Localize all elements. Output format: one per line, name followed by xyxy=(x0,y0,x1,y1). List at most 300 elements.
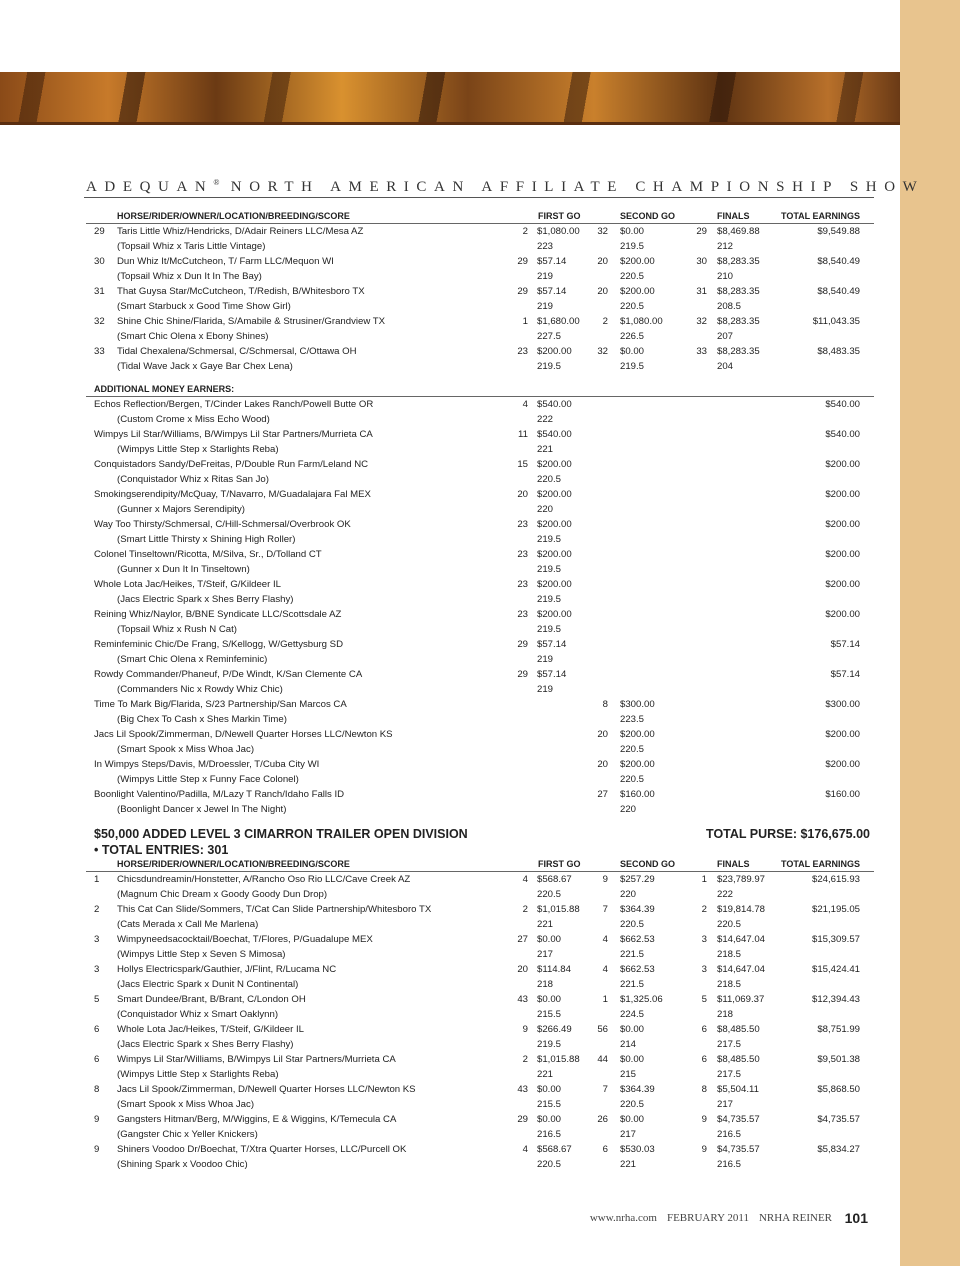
entry-row xyxy=(0,1112,900,1127)
second-go-earnings: $364.39 xyxy=(620,904,655,915)
entry-row xyxy=(0,992,900,1007)
entry-breeding-row xyxy=(0,947,900,962)
entry-name: Wimpys Lil Star/Williams, B/Wimpys Lil Star Partners/Murrieta CA xyxy=(94,429,373,440)
first-go-score: 220.5 xyxy=(537,1159,562,1170)
second-go-score: 223.5 xyxy=(620,714,645,725)
finals-earnings: $19,814.78 xyxy=(717,904,766,915)
entry-place: 2 xyxy=(94,904,100,915)
entry-breeding: (Shining Spark x Voodoo Chic) xyxy=(117,1159,248,1170)
first-go-score: 219.5 xyxy=(537,624,562,635)
entry-row xyxy=(0,932,900,947)
footer-magazine: NRHA REINER xyxy=(758,1212,832,1224)
first-go-earnings: $1,015.88 xyxy=(537,904,580,915)
second-go-earnings: $200.00 xyxy=(620,256,655,267)
entry-row xyxy=(0,284,900,299)
first-go-score: 216.5 xyxy=(537,1129,562,1140)
first-go-place: 29 xyxy=(517,286,528,297)
entry-place: 9 xyxy=(94,1114,100,1125)
entry-breeding-row xyxy=(0,472,900,487)
entry-row xyxy=(0,787,900,802)
entry-row xyxy=(0,607,900,622)
entry-breeding: (Topsail Whiz x Dun It In The Bay) xyxy=(117,271,262,282)
second-go-earnings: $0.00 xyxy=(620,346,645,357)
entry-name: Way Too Thirsty/Schmersal, C/Hill-Schmersal/Overbrook OK xyxy=(94,519,351,530)
entry-name: That Guysa Star/McCutcheon, T/Redish, B/Whitesboro TX xyxy=(117,286,365,297)
finals-earnings: $4,735.57 xyxy=(717,1144,760,1155)
second-go-place: 8 xyxy=(602,699,608,710)
total-earnings: $200.00 xyxy=(825,459,860,470)
entry-breeding-row xyxy=(0,1007,900,1022)
entry-breeding-row xyxy=(0,239,900,254)
entry-place: 31 xyxy=(94,286,105,297)
finals-score: 222 xyxy=(717,889,734,900)
first-go-place: 2 xyxy=(522,904,528,915)
col-finals: FINALS xyxy=(717,859,750,869)
first-go-earnings: $266.49 xyxy=(537,1024,572,1035)
first-go-place: 29 xyxy=(517,1114,528,1125)
finals-score: 204 xyxy=(717,361,734,372)
entry-breeding: (Wimpys Little Step x Funny Face Colonel) xyxy=(117,774,299,785)
entry-breeding-row xyxy=(0,329,900,344)
second-go-place: 20 xyxy=(597,256,608,267)
first-go-score: 227.5 xyxy=(537,331,562,342)
entry-name: Tidal Chexalena/Schmersal, C/Schmersal, C/Ottawa OH xyxy=(117,346,357,357)
first-go-place: 29 xyxy=(517,256,528,267)
entry-row xyxy=(0,902,900,917)
entry-name: Jacs Lil Spook/Zimmerman, D/Newell Quarter Horses LLC/Newton KS xyxy=(94,729,393,740)
second-go-place: 20 xyxy=(597,729,608,740)
total-earnings: $8,751.99 xyxy=(817,1024,860,1035)
entry-breeding-row xyxy=(0,359,900,374)
finals-earnings: $8,485.50 xyxy=(717,1024,760,1035)
first-go-earnings: $200.00 xyxy=(537,519,572,530)
finals-place: 6 xyxy=(701,1054,707,1065)
first-go-earnings: $1,080.00 xyxy=(537,226,580,237)
total-earnings: $57.14 xyxy=(830,639,860,650)
second-go-place: 20 xyxy=(597,759,608,770)
entry-row xyxy=(0,667,900,682)
second-go-place: 44 xyxy=(597,1054,608,1065)
entry-name: Rowdy Commander/Phaneuf, P/De Windt, K/San Clemente CA xyxy=(94,669,363,680)
second-go-place: 9 xyxy=(602,874,608,885)
first-go-earnings: $200.00 xyxy=(537,489,572,500)
first-go-score: 219 xyxy=(537,271,554,282)
entry-row xyxy=(0,427,900,442)
first-go-place: 4 xyxy=(522,399,528,410)
show-title: ADEQUAN® NORTH AMERICAN AFFILIATE CHAMPIONSHIP SHOW xyxy=(86,178,925,195)
total-earnings: $200.00 xyxy=(825,609,860,620)
title-rule xyxy=(84,197,874,198)
entry-breeding-row xyxy=(0,977,900,992)
entry-breeding-row xyxy=(0,269,900,284)
first-go-score: 220 xyxy=(537,504,554,515)
finals-earnings: $11,069.37 xyxy=(717,994,765,1005)
second-go-earnings: $1,080.00 xyxy=(620,316,663,327)
finals-earnings: $8,283.35 xyxy=(717,316,760,327)
entry-breeding: (Wimpys Little Step x Starlights Reba) xyxy=(117,1069,279,1080)
finals-place: 30 xyxy=(696,256,707,267)
table-header xyxy=(0,857,900,872)
second-go-earnings: $300.00 xyxy=(620,699,655,710)
first-go-place: 2 xyxy=(522,1054,528,1065)
first-go-earnings: $1,015.88 xyxy=(537,1054,580,1065)
finals-earnings: $8,469.88 xyxy=(717,226,760,237)
entry-name: Colonel Tinseltown/Ricotta, M/Silva, Sr., D/Tolland CT xyxy=(94,549,322,560)
total-earnings: $4,735.57 xyxy=(817,1114,860,1125)
first-go-score: 218 xyxy=(537,979,554,990)
entry-row xyxy=(0,697,900,712)
additional-table xyxy=(0,397,900,817)
finals-score: 217.5 xyxy=(717,1039,742,1050)
first-go-score: 217 xyxy=(537,949,554,960)
first-go-earnings: $57.14 xyxy=(537,256,567,267)
first-go-place: 29 xyxy=(517,639,528,650)
first-go-earnings: $57.14 xyxy=(537,669,567,680)
entry-breeding-row xyxy=(0,887,900,902)
entry-place: 9 xyxy=(94,1144,100,1155)
entry-breeding-row xyxy=(0,682,900,697)
entry-name: Reminfeminic Chic/De Frang, S/Kellogg, W/Gettysburg SD xyxy=(94,639,343,650)
finals-earnings: $8,283.35 xyxy=(717,346,760,357)
first-go-score: 223 xyxy=(537,241,554,252)
first-go-earnings: $200.00 xyxy=(537,346,572,357)
entry-name: Reining Whiz/Naylor, B/BNE Syndicate LLC/Scottsdale AZ xyxy=(94,609,342,620)
first-go-earnings: $568.67 xyxy=(537,1144,572,1155)
entry-name: Whole Lota Jac/Heikes, T/Steif, G/Kildeer IL xyxy=(94,579,281,590)
total-earnings: $15,424.41 xyxy=(811,964,860,975)
col-finals: FINALS xyxy=(717,211,750,221)
entry-breeding-row xyxy=(0,802,900,817)
col-total: TOTAL EARNINGS xyxy=(780,211,860,221)
entry-row xyxy=(0,872,900,887)
total-earnings: $21,195.05 xyxy=(811,904,860,915)
results-table xyxy=(0,209,900,374)
entry-breeding: (Tidal Wave Jack x Gaye Bar Chex Lena) xyxy=(117,361,293,372)
finals-place: 2 xyxy=(701,904,707,915)
total-earnings: $8,540.49 xyxy=(817,286,860,297)
entry-breeding-row xyxy=(0,917,900,932)
second-go-score: 220.5 xyxy=(620,744,645,755)
second-go-place: 2 xyxy=(602,316,608,327)
entry-place: 32 xyxy=(94,316,105,327)
footer-date: FEBRUARY 2011 xyxy=(666,1212,749,1224)
first-go-place: 23 xyxy=(517,609,528,620)
header-banner-image xyxy=(0,72,900,122)
first-go-earnings: $200.00 xyxy=(537,459,572,470)
entry-row xyxy=(0,314,900,329)
first-go-place: 2 xyxy=(522,226,528,237)
col-total: TOTAL EARNINGS xyxy=(780,859,860,869)
second-go-earnings: $160.00 xyxy=(620,789,655,800)
entry-place: 8 xyxy=(94,1084,100,1095)
first-go-place: 27 xyxy=(517,934,528,945)
first-go-earnings: $0.00 xyxy=(537,1084,562,1095)
second-go-earnings: $200.00 xyxy=(620,759,655,770)
second-go-score: 219.5 xyxy=(620,361,645,372)
entry-breeding: (Smart Spook x Miss Whoa Jac) xyxy=(117,744,255,755)
finals-score: 216.5 xyxy=(717,1129,742,1140)
first-go-place: 43 xyxy=(517,1084,528,1095)
entry-breeding-row xyxy=(0,622,900,637)
finals-earnings: $14,647.04 xyxy=(717,934,766,945)
division-title: $50,000 ADDED LEVEL 3 CIMARRON TRAILER OPEN DIVISION xyxy=(94,827,468,841)
second-go-earnings: $200.00 xyxy=(620,729,655,740)
second-go-score: 226.5 xyxy=(620,331,645,342)
first-go-score: 221 xyxy=(537,444,554,455)
col-horse: HORSE/RIDER/OWNER/LOCATION/BREEDING/SCORE xyxy=(117,211,350,221)
second-go-place: 32 xyxy=(597,346,608,357)
finals-score: 218 xyxy=(717,1009,734,1020)
entry-breeding: (Big Chex To Cash x Shes Markin Time) xyxy=(117,714,287,725)
finals-place: 5 xyxy=(701,994,707,1005)
total-earnings: $540.00 xyxy=(825,429,860,440)
finals-place: 6 xyxy=(701,1024,707,1035)
entry-breeding-row xyxy=(0,562,900,577)
entry-place: 3 xyxy=(94,934,100,945)
entry-breeding: (Gunner x Majors Serendipity) xyxy=(117,504,245,515)
entry-breeding-row xyxy=(0,442,900,457)
table-rule xyxy=(86,223,874,224)
entry-row xyxy=(0,1052,900,1067)
total-earnings: $24,615.93 xyxy=(811,874,860,885)
first-go-score: 222 xyxy=(537,414,554,425)
first-go-place: 23 xyxy=(517,519,528,530)
second-go-earnings: $662.53 xyxy=(620,934,655,945)
entry-breeding: (Topsail Whiz x Taris Little Vintage) xyxy=(117,241,266,252)
finals-place: 9 xyxy=(701,1144,707,1155)
total-earnings: $200.00 xyxy=(825,579,860,590)
footer xyxy=(580,1212,832,1224)
first-go-score: 220.5 xyxy=(537,474,562,485)
first-go-earnings: $568.67 xyxy=(537,874,572,885)
entry-breeding: (Smart Chic Olena x Ebony Shines) xyxy=(117,331,269,342)
finals-score: 220.5 xyxy=(717,919,742,930)
second-go-score: 220.5 xyxy=(620,919,645,930)
col-second-go: SECOND GO xyxy=(620,859,676,869)
entry-place: 30 xyxy=(94,256,105,267)
open-table-rule xyxy=(86,871,874,872)
first-go-earnings: $57.14 xyxy=(537,286,567,297)
entry-breeding: (Jacs Electric Spark x Dunit N Continental) xyxy=(117,979,299,990)
total-earnings: $200.00 xyxy=(825,489,860,500)
entry-place: 6 xyxy=(94,1054,100,1065)
second-go-place: 56 xyxy=(597,1024,608,1035)
entry-name: Smokingserendipity/McQuay, T/Navarro, M/Guadalajara Fal MEX xyxy=(94,489,371,500)
first-go-place: 9 xyxy=(522,1024,528,1035)
entry-place: 5 xyxy=(94,994,100,1005)
entry-name: Gangsters Hitman/Berg, M/Wiggins, E & Wiggins, K/Temecula CA xyxy=(117,1114,397,1125)
entry-breeding-row xyxy=(0,1067,900,1082)
entry-name: Hollys Electricspark/Gauthier, J/Flint, R/Lucama NC xyxy=(117,964,337,975)
entry-breeding: (Gangster Chic x Yeller Knickers) xyxy=(117,1129,258,1140)
entry-row xyxy=(0,547,900,562)
second-go-place: 4 xyxy=(602,934,608,945)
entry-breeding: (Boonlight Dancer x Jewel In The Night) xyxy=(117,804,287,815)
total-earnings: $5,834.27 xyxy=(817,1144,860,1155)
finals-place: 32 xyxy=(696,316,707,327)
entry-breeding-row xyxy=(0,1097,900,1112)
second-go-score: 219.5 xyxy=(620,241,645,252)
entry-breeding-row xyxy=(0,1157,900,1172)
footer-url[interactable]: www.nrha.com xyxy=(589,1212,657,1224)
first-go-earnings: $1,680.00 xyxy=(537,316,580,327)
finals-earnings: $8,485.50 xyxy=(717,1054,760,1065)
total-earnings: $160.00 xyxy=(825,789,860,800)
entry-breeding: (Conquistador Whiz x Smart Oaklynn) xyxy=(117,1009,279,1020)
second-go-earnings: $0.00 xyxy=(620,1054,645,1065)
second-go-earnings: $364.39 xyxy=(620,1084,655,1095)
entry-name: This Cat Can Slide/Sommers, T/Cat Can Slide Partnership/Whitesboro TX xyxy=(117,904,432,915)
entry-breeding-row xyxy=(0,502,900,517)
total-earnings: $57.14 xyxy=(830,669,860,680)
entry-row xyxy=(0,224,900,239)
entry-row xyxy=(0,1142,900,1157)
second-go-score: 220 xyxy=(620,804,637,815)
first-go-score: 219.5 xyxy=(537,361,562,372)
entry-breeding: (Magnum Chic Dream x Goody Goody Dun Drop) xyxy=(117,889,328,900)
finals-place: 3 xyxy=(701,964,707,975)
finals-place: 31 xyxy=(696,286,707,297)
second-go-score: 220.5 xyxy=(620,301,645,312)
first-go-score: 219.5 xyxy=(537,1039,562,1050)
finals-place: 29 xyxy=(696,226,707,237)
entry-name: Shine Chic Shine/Flarida, S/Amabile & Strusiner/Grandview TX xyxy=(117,316,386,327)
entry-breeding: (Topsail Whiz x Rush N Cat) xyxy=(117,624,237,635)
additional-label: ADDITIONAL MONEY EARNERS: xyxy=(94,384,235,394)
finals-score: 212 xyxy=(717,241,734,252)
first-go-earnings: $540.00 xyxy=(537,429,572,440)
entry-row xyxy=(0,344,900,359)
entry-name: Boonlight Valentino/Padilla, M/Lazy T Ranch/Idaho Falls ID xyxy=(94,789,345,800)
finals-earnings: $4,735.57 xyxy=(717,1114,760,1125)
second-go-place: 32 xyxy=(597,226,608,237)
entry-breeding: (Smart Little Thirsty x Shining High Roller) xyxy=(117,534,296,545)
first-go-earnings: $200.00 xyxy=(537,579,572,590)
division-purse: TOTAL PURSE: $176,675.00 xyxy=(706,827,870,841)
second-go-score: 221.5 xyxy=(620,979,645,990)
first-go-score: 219 xyxy=(537,654,554,665)
entry-name: Jacs Lil Spook/Zimmerman, D/Newell Quarter Horses LLC/Newton KS xyxy=(117,1084,416,1095)
open-results-table xyxy=(0,857,900,1172)
first-go-place: 1 xyxy=(522,316,528,327)
first-go-score: 219.5 xyxy=(537,564,562,575)
division-entries: • TOTAL ENTRIES: 301 xyxy=(94,843,229,857)
entry-name: Echos Reflection/Bergen, T/Cinder Lakes Ranch/Powell Butte OR xyxy=(94,399,374,410)
entry-name: Whole Lota Jac/Heikes, T/Steif, G/Kildeer IL xyxy=(117,1024,304,1035)
total-earnings: $11,043.35 xyxy=(812,316,860,327)
col-second-go: SECOND GO xyxy=(620,211,676,221)
second-go-earnings: $200.00 xyxy=(620,286,655,297)
entry-name: In Wimpys Steps/Davis, M/Droessler, T/Cuba City WI xyxy=(94,759,320,770)
second-go-place: 7 xyxy=(602,904,608,915)
finals-earnings: $14,647.04 xyxy=(717,964,766,975)
entry-breeding: (Custom Crome x Miss Echo Wood) xyxy=(117,414,270,425)
second-go-score: 215 xyxy=(620,1069,637,1080)
entry-breeding: (Conquistador Whiz x Ritas San Jo) xyxy=(117,474,269,485)
entry-breeding: (Jacs Electric Spark x Shes Berry Flashy) xyxy=(117,594,294,605)
first-go-earnings: $0.00 xyxy=(537,994,562,1005)
first-go-earnings: $0.00 xyxy=(537,1114,562,1125)
finals-place: 3 xyxy=(701,934,707,945)
finals-score: 218.5 xyxy=(717,979,742,990)
entry-breeding: (Cats Merada x Call Me Marlena) xyxy=(117,919,259,930)
second-go-score: 224.5 xyxy=(620,1009,645,1020)
table-header xyxy=(0,209,900,224)
first-go-earnings: $57.14 xyxy=(537,639,567,650)
second-go-place: 27 xyxy=(597,789,608,800)
entry-breeding-row xyxy=(0,1127,900,1142)
finals-earnings: $8,283.35 xyxy=(717,286,760,297)
total-earnings: $9,501.38 xyxy=(817,1054,860,1065)
entry-breeding-row xyxy=(0,299,900,314)
entry-row xyxy=(0,397,900,412)
first-go-score: 219.5 xyxy=(537,594,562,605)
second-go-place: 7 xyxy=(602,1084,608,1095)
entry-breeding-row xyxy=(0,592,900,607)
first-go-score: 219 xyxy=(537,684,554,695)
second-go-earnings: $257.29 xyxy=(620,874,655,885)
second-go-score: 221 xyxy=(620,1159,637,1170)
total-earnings: $200.00 xyxy=(825,549,860,560)
entry-name: Taris Little Whiz/Hendricks, D/Adair Reiners LLC/Mesa AZ xyxy=(117,226,364,237)
banner-rule xyxy=(0,122,900,125)
entry-name: Wimpyneedsacocktail/Boechat, T/Flores, P/Guadalupe MEX xyxy=(117,934,373,945)
entry-row xyxy=(0,517,900,532)
entry-row xyxy=(0,637,900,652)
first-go-score: 219.5 xyxy=(537,534,562,545)
entry-breeding-row xyxy=(0,772,900,787)
entry-row xyxy=(0,1082,900,1097)
page-number: 101 xyxy=(844,1210,868,1226)
entry-name: Shiners Voodoo Dr/Boechat, T/Xtra Quarter Horses, LLC/Purcell OK xyxy=(117,1144,407,1155)
finals-place: 8 xyxy=(701,1084,707,1095)
second-go-place: 20 xyxy=(597,286,608,297)
entry-breeding: (Gunner x Dun It In Tinseltown) xyxy=(117,564,250,575)
entry-place: 33 xyxy=(94,346,105,357)
total-earnings: $9,549.88 xyxy=(817,226,860,237)
second-go-score: 220 xyxy=(620,889,637,900)
second-go-earnings: $0.00 xyxy=(620,226,645,237)
entry-breeding-row xyxy=(0,742,900,757)
first-go-earnings: $200.00 xyxy=(537,549,572,560)
col-horse: HORSE/RIDER/OWNER/LOCATION/BREEDING/SCORE xyxy=(117,859,350,869)
entry-place: 3 xyxy=(94,964,100,975)
entry-breeding: (Commanders Nic x Rowdy Whiz Chic) xyxy=(117,684,283,695)
first-go-earnings: $114.84 xyxy=(537,964,571,975)
finals-earnings: $23,789.97 xyxy=(717,874,766,885)
total-earnings: $15,309.57 xyxy=(811,934,860,945)
first-go-place: 15 xyxy=(517,459,528,470)
first-go-place: 4 xyxy=(522,1144,528,1155)
finals-place: 1 xyxy=(701,874,707,885)
first-go-score: 221 xyxy=(537,919,554,930)
total-earnings: $8,540.49 xyxy=(817,256,860,267)
total-earnings: $200.00 xyxy=(825,759,860,770)
entry-row xyxy=(0,487,900,502)
second-go-earnings: $0.00 xyxy=(620,1024,645,1035)
total-earnings: $8,483.35 xyxy=(817,346,860,357)
entry-breeding: (Wimpys Little Step x Seven S Mimosa) xyxy=(117,949,286,960)
entry-row xyxy=(0,757,900,772)
first-go-score: 221 xyxy=(537,1069,554,1080)
entry-name: Conquistadors Sandy/DeFreitas, P/Double Run Farm/Leland NC xyxy=(94,459,369,470)
second-go-place: 26 xyxy=(597,1114,608,1125)
finals-score: 207 xyxy=(717,331,734,342)
entry-breeding: (Jacs Electric Spark x Shes Berry Flashy) xyxy=(117,1039,294,1050)
finals-score: 217.5 xyxy=(717,1069,742,1080)
entry-name: Chicsdundreamin/Honstetter, A/Rancho Oso Rio LLC/Cave Creek AZ xyxy=(117,874,411,885)
first-go-place: 20 xyxy=(517,964,528,975)
